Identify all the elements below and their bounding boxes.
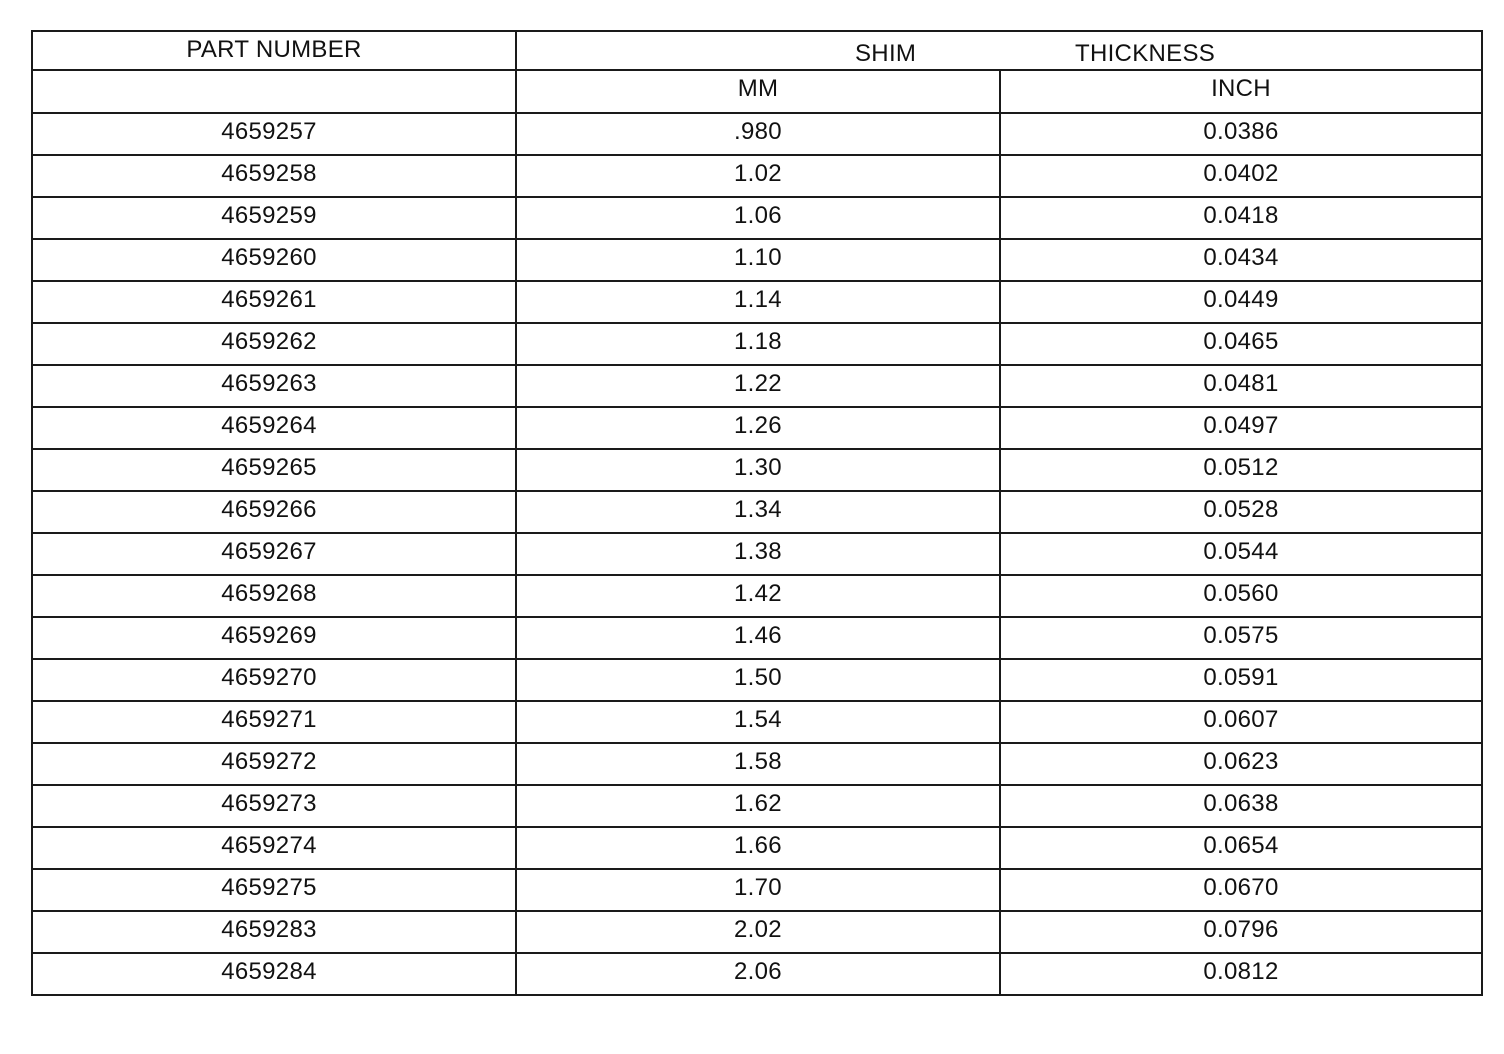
table-row (32, 785, 1482, 827)
mm-cell: 1.62 (516, 785, 1000, 827)
shim-thickness-table (31, 30, 1483, 996)
inch-cell: 0.0449 (1000, 281, 1482, 323)
part-number-cell: 4659260 (32, 239, 516, 281)
inch-cell: 0.0591 (1000, 659, 1482, 701)
part-number-cell: 4659267 (32, 533, 516, 575)
mm-cell: 1.66 (516, 827, 1000, 869)
table-row (32, 155, 1482, 197)
table-row (32, 575, 1482, 617)
table-row (32, 827, 1482, 869)
mm-cell: 1.38 (516, 533, 1000, 575)
mm-cell: 1.34 (516, 491, 1000, 533)
mm-header: MM (516, 70, 1000, 113)
table-row (32, 323, 1482, 365)
part-number-cell: 4659275 (32, 869, 516, 911)
mm-cell: 1.50 (516, 659, 1000, 701)
inch-cell: 0.0575 (1000, 617, 1482, 659)
table-row (32, 743, 1482, 785)
table-row (32, 449, 1482, 491)
table-row (32, 491, 1482, 533)
mm-cell: 2.02 (516, 911, 1000, 953)
mm-cell: 1.70 (516, 869, 1000, 911)
inch-cell: 0.0418 (1000, 197, 1482, 239)
inch-cell: 0.0481 (1000, 365, 1482, 407)
part-number-cell: 4659257 (32, 113, 516, 155)
table-row (32, 197, 1482, 239)
part-number-cell: 4659264 (32, 407, 516, 449)
mm-cell: 1.30 (516, 449, 1000, 491)
part-number-cell: 4659263 (32, 365, 516, 407)
mm-cell: 1.58 (516, 743, 1000, 785)
part-number-cell: 4659271 (32, 701, 516, 743)
part-number-cell: 4659262 (32, 323, 516, 365)
shim-thickness-sheet (31, 30, 1481, 996)
part-number-cell: 4659269 (32, 617, 516, 659)
part-number-cell: 4659259 (32, 197, 516, 239)
thickness-header-label: THICKNESS (1075, 40, 1216, 67)
mm-cell: 1.42 (516, 575, 1000, 617)
inch-cell: 0.0386 (1000, 113, 1482, 155)
inch-cell: 0.0512 (1000, 449, 1482, 491)
part-number-cell: 4659265 (32, 449, 516, 491)
part-number-cell: 4659266 (32, 491, 516, 533)
table-row (32, 407, 1482, 449)
table-row (32, 239, 1482, 281)
inch-header: INCH (1000, 70, 1482, 113)
mm-cell: .980 (516, 113, 1000, 155)
part-number-header: PART NUMBER (32, 31, 516, 70)
mm-cell: 1.46 (516, 617, 1000, 659)
mm-cell: 2.06 (516, 953, 1000, 995)
inch-cell: 0.0544 (1000, 533, 1482, 575)
inch-cell: 0.0623 (1000, 743, 1482, 785)
shim-header-label: SHIM (855, 40, 917, 67)
part-number-cell: 4659258 (32, 155, 516, 197)
part-number-cell: 4659274 (32, 827, 516, 869)
mm-cell: 1.06 (516, 197, 1000, 239)
inch-cell: 0.0796 (1000, 911, 1482, 953)
part-number-subheader-empty (32, 70, 516, 113)
inch-cell: 0.0560 (1000, 575, 1482, 617)
table-row (32, 281, 1482, 323)
part-number-cell: 4659268 (32, 575, 516, 617)
table-row (32, 953, 1482, 995)
table-row (32, 869, 1482, 911)
table-row (32, 113, 1482, 155)
mm-cell: 1.18 (516, 323, 1000, 365)
mm-cell: 1.22 (516, 365, 1000, 407)
inch-cell: 0.0402 (1000, 155, 1482, 197)
inch-cell: 0.0528 (1000, 491, 1482, 533)
mm-cell: 1.10 (516, 239, 1000, 281)
header-row-primary (32, 31, 1482, 70)
inch-cell: 0.0812 (1000, 953, 1482, 995)
table-row (32, 911, 1482, 953)
shim-thickness-header (516, 31, 1482, 70)
table-row (32, 533, 1482, 575)
table-row (32, 617, 1482, 659)
part-number-cell: 4659284 (32, 953, 516, 995)
table-row (32, 659, 1482, 701)
table-row (32, 701, 1482, 743)
part-number-cell: 4659272 (32, 743, 516, 785)
mm-cell: 1.02 (516, 155, 1000, 197)
table-body (32, 113, 1482, 995)
mm-cell: 1.14 (516, 281, 1000, 323)
table-row (32, 365, 1482, 407)
header-row-units (32, 70, 1482, 113)
part-number-cell: 4659283 (32, 911, 516, 953)
inch-cell: 0.0434 (1000, 239, 1482, 281)
inch-cell: 0.0607 (1000, 701, 1482, 743)
inch-cell: 0.0654 (1000, 827, 1482, 869)
inch-cell: 0.0465 (1000, 323, 1482, 365)
part-number-cell: 4659273 (32, 785, 516, 827)
mm-cell: 1.54 (516, 701, 1000, 743)
inch-cell: 0.0497 (1000, 407, 1482, 449)
mm-cell: 1.26 (516, 407, 1000, 449)
inch-cell: 0.0638 (1000, 785, 1482, 827)
part-number-cell: 4659270 (32, 659, 516, 701)
inch-cell: 0.0670 (1000, 869, 1482, 911)
part-number-cell: 4659261 (32, 281, 516, 323)
